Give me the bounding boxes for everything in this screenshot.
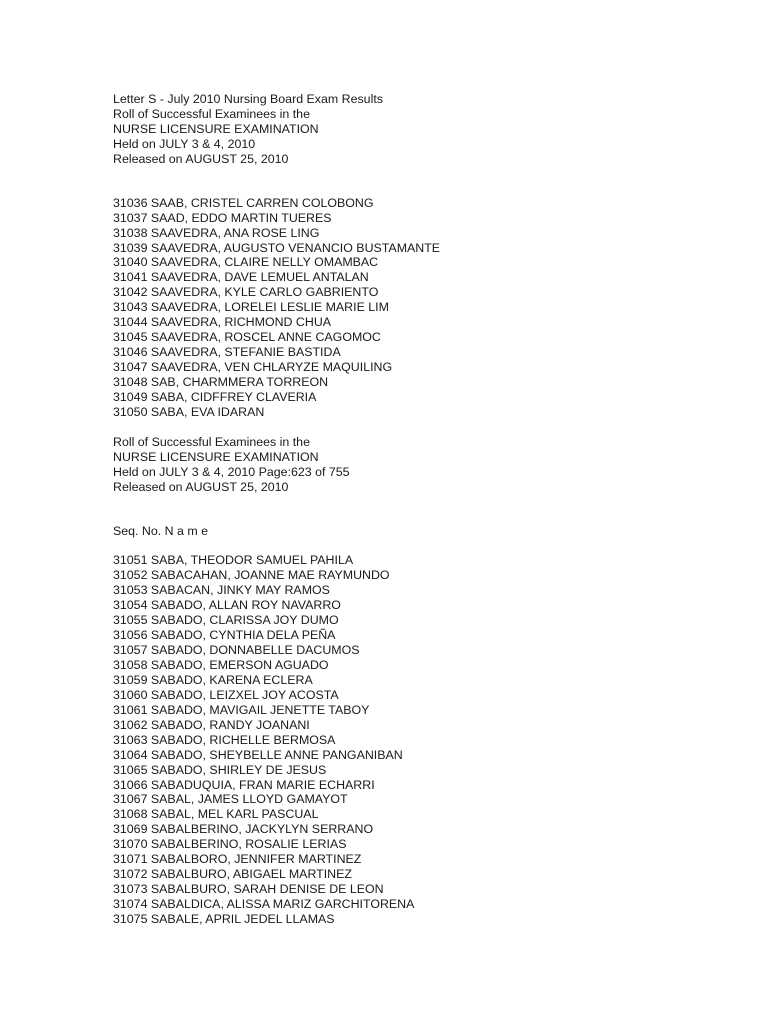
examinee-entry: 31050 SABA, EVA IDARAN [113,404,265,419]
examinee-entry: 31048 SAB, CHARMMERA TORREON [113,374,329,389]
examinee-entry: 31049 SABA, CIDFFREY CLAVERIA [113,389,317,404]
examinee-entry: 31066 SABADUQUIA, FRAN MARIE ECHARRI [113,777,375,792]
examinee-entry: 31055 SABADO, CLARISSA JOY DUMO [113,613,339,628]
examinee-entry: 31056 SABADO, CYNTHIA DELA PEÑA [113,628,336,643]
header-line: NURSE LICENSURE EXAMINATION [113,449,319,464]
page-header [113,435,733,495]
examinee-list-2 [113,553,733,926]
examinee-entry: 31039 SAAVEDRA, AUGUSTO VENANCIO BUSTAMANTE [113,240,441,255]
examinee-entry: 31069 SABALBERINO, JACKYLYN SERRANO [113,822,374,837]
examinee-entry: 31064 SABADO, SHEYBELLE ANNE PANGANIBAN [113,747,403,762]
examinee-entry: 31057 SABADO, DONNABELLE DACUMOS [113,643,360,658]
examinee-list-1 [113,196,733,420]
examinee-entry: 31072 SABALBURO, ABIGAEL MARTINEZ [113,867,352,882]
examinee-entry: 31038 SAAVEDRA, ANA ROSE LING [113,225,320,240]
column-heading: Seq. No. N a m e [113,523,209,538]
examinee-entry: 31045 SAAVEDRA, ROSCEL ANNE CAGOMOC [113,330,381,345]
spacer [113,495,733,524]
examinee-entry: 31052 SABACAHAN, JOANNE MAE RAYMUNDO [113,568,390,583]
header-line: Released on AUGUST 25, 2010 [113,151,289,166]
examinee-entry: 31062 SABADO, RANDY JOANANI [113,717,310,732]
header-line: Roll of Successful Examinees in the [113,106,310,121]
examinee-entry: 31041 SAAVEDRA, DAVE LEMUEL ANTALAN [113,270,369,285]
examinee-entry: 31044 SAAVEDRA, RICHMOND CHUA [113,315,332,330]
spacer [113,167,733,196]
header-line: Held on JULY 3 & 4, 2010 [113,136,256,151]
examinee-entry: 31070 SABALBERINO, ROSALIE LERIAS [113,837,347,852]
examinee-entry: 31059 SABADO, KARENA ECLERA [113,672,313,687]
examinee-entry: 31068 SABAL, MEL KARL PASCUAL [113,807,319,822]
examinee-entry: 31053 SABACAN, JINKY MAY RAMOS [113,583,330,598]
examinee-entry: 31075 SABALE, APRIL JEDEL LLAMAS [113,911,335,926]
examinee-entry: 31043 SAAVEDRA, LORELEI LESLIE MARIE LIM [113,300,389,315]
examinee-entry: 31047 SAAVEDRA, VEN CHLARYZE MAQUILING [113,360,393,374]
header-line: NURSE LICENSURE EXAMINATION [113,121,319,136]
examinee-entry: 31067 SABAL, JAMES LLOYD GAMAYOT [113,792,348,807]
examinee-entry: 31065 SABADO, SHIRLEY DE JESUS [113,762,327,777]
spacer [113,420,733,435]
header-line: Held on JULY 3 & 4, 2010 Page:623 of 755 [113,464,350,479]
document-title: Letter S - July 2010 Nursing Board Exam Results [113,92,383,106]
examinee-entry: 31074 SABALDICA, ALISSA MARIZ GARCHITORENA [113,897,415,911]
header-line: Roll of Successful Examinees in the [113,434,310,449]
examinee-entry: 31042 SAAVEDRA, KYLE CARLO GABRIENTO [113,285,379,300]
spacer [113,538,733,553]
examinee-entry: 31054 SABADO, ALLAN ROY NAVARRO [113,598,341,613]
examinee-entry: 31037 SAAD, EDDO MARTIN TUERES [113,210,332,225]
examinee-entry: 31061 SABADO, MAVIGAIL JENETTE TABOY [113,702,370,717]
document-page [113,92,733,927]
examinee-entry: 31073 SABALBURO, SARAH DENISE DE LEON [113,882,384,897]
examinee-entry: 31060 SABADO, LEIZXEL JOY ACOSTA [113,687,339,702]
document-header [113,92,733,167]
examinee-entry: 31040 SAAVEDRA, CLAIRE NELLY OMAMBAC [113,255,379,270]
examinee-entry: 31036 SAAB, CRISTEL CARREN COLOBONG [113,195,374,210]
examinee-entry: 31071 SABALBORO, JENNIFER MARTINEZ [113,852,362,867]
examinee-entry: 31051 SABA, THEODOR SAMUEL PAHILA [113,553,354,568]
examinee-entry: 31058 SABADO, EMERSON AGUADO [113,658,329,672]
header-line: Released on AUGUST 25, 2010 [113,479,289,494]
examinee-entry: 31063 SABADO, RICHELLE BERMOSA [113,732,336,747]
examinee-entry: 31046 SAAVEDRA, STEFANIE BASTIDA [113,345,341,360]
